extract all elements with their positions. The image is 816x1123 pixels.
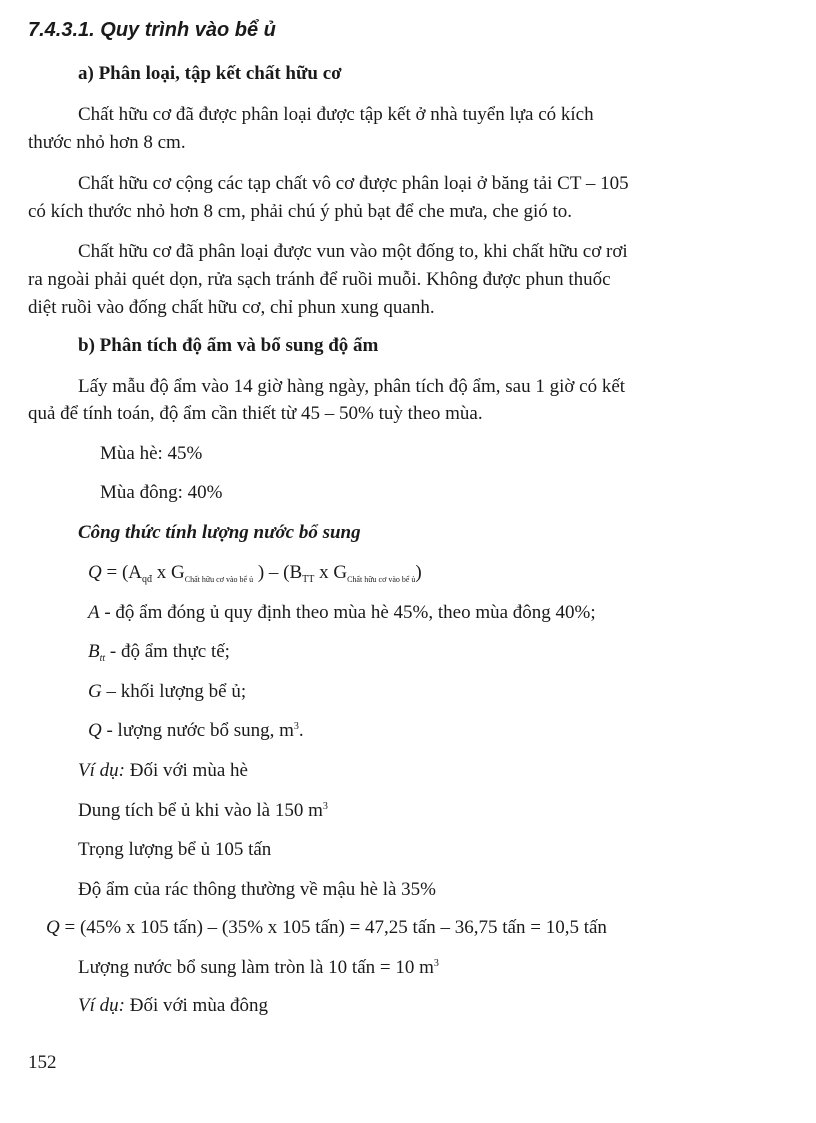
definition-g: G – khối lượng bể ủ; xyxy=(88,681,247,702)
example-winter: Ví dụ: Đối với mùa đông xyxy=(78,995,269,1016)
example-weight: Trọng lượng bể ủ 105 tấn xyxy=(78,839,272,860)
calculation: Q = (45% x 105 tấn) – (35% x 105 tấn) = 47,25 tấn – 36,75 tấn = 10,5 tấn xyxy=(46,917,607,938)
result-line: Lượng nước bổ sung làm tròn là 10 tấn = 10 $m^3$ xyxy=(78,957,439,978)
example-summer: Ví dụ: Đối với mùa hè xyxy=(78,760,248,781)
formula-q-symbol: Q xyxy=(88,562,102,583)
paragraph-2-line-1: Chất hữu cơ cộng các tạp chất vô cơ được phân loại ở băng tải CT – 105 xyxy=(78,173,629,194)
subheading-a: a) Phân loại, tập kết chất hữu cơ xyxy=(78,63,342,84)
example-moisture: Độ ẩm của rác thông thường về mậu hè là 35% xyxy=(78,879,437,900)
subheading-b: b) Phân tích độ ẩm và bổ sung độ ẩm xyxy=(78,335,379,356)
paragraph-4-line-2: quả để tính toán, độ ẩm cần thiết từ 45 – 50% tuỳ theo mùa. xyxy=(28,403,483,424)
paragraph-3-line-2: ra ngoài phải quét dọn, rửa sạch tránh để ruồi muỗi. Không được phun thuốc xyxy=(28,269,611,290)
example-volume: Dung tích bể ủ khi vào là 150 $m^3$ xyxy=(78,800,328,821)
definition-q: Q - lượng nước bổ sung, $m^3$. xyxy=(88,720,304,741)
paragraph-4-line-1: Lấy mẫu độ ẩm vào 14 giờ hàng ngày, phân tích độ ẩm, sau 1 giờ có kết xyxy=(78,376,626,397)
formula: $Q = (A_{qđ}$ x $G_{Chất hữu cơ vào bể ủ}$ ) – ($B_{TT}$ x $G_{Chất hữu cơ vào bể ủ}$) xyxy=(88,562,422,585)
paragraph-1-line-1: Chất hữu cơ đã được phân loại được tập kết ở nhà tuyển lựa có kích xyxy=(78,104,594,125)
summer-moisture: Mùa hè: 45% xyxy=(100,443,203,464)
formula-title: Công thức tính lượng nước bổ sung xyxy=(78,522,361,543)
paragraph-3-line-1: Chất hữu cơ đã phân loại được vun vào một đống to, khi chất hữu cơ rơi xyxy=(78,241,628,262)
section-title: 7.4.3.1. Quy trình vào bể ủ xyxy=(28,19,276,41)
paragraph-3-line-3: diệt ruồi vào đống chất hữu cơ, chỉ phun xung quanh. xyxy=(28,297,435,318)
page-number: 152 xyxy=(28,1052,57,1073)
definition-a: A - độ ẩm đóng ủ quy định theo mùa hè 45%, theo mùa đông 40%; xyxy=(88,602,596,623)
definition-b: $B_{tt}$ - độ ẩm thực tế; xyxy=(88,641,230,664)
paragraph-1-line-2: thước nhỏ hơn 8 cm. xyxy=(28,132,186,153)
paragraph-2-line-2: có kích thước nhỏ hơn 8 cm, phải chú ý phủ bạt để che mưa, che gió to. xyxy=(28,201,573,222)
winter-moisture: Mùa đông: 40% xyxy=(100,482,223,503)
